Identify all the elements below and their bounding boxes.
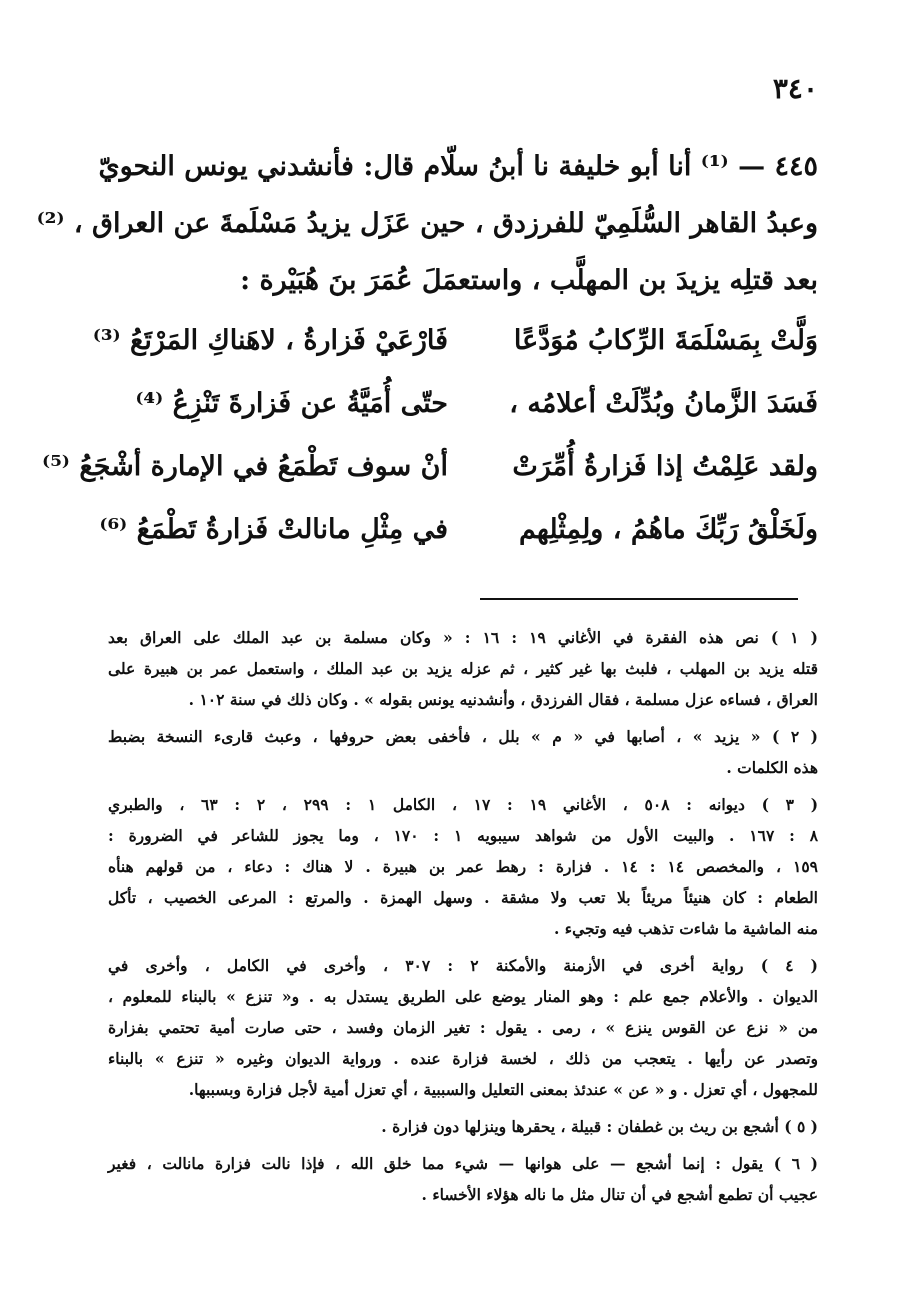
intro-line: ٤٤٥ — ⁽¹⁾ أنا أبو خليفة نا أبنُ سلّام قال: فأنشدني يونس النحويّ bbox=[98, 151, 818, 182]
footnote-2 bbox=[108, 721, 818, 783]
footnote-line: من « نزع عن القوس ينزع » ، رمى . يقول : تغير الزمان وفسد ، حتى صارت أمية تحتمي بفزارة bbox=[108, 1018, 818, 1037]
footnote-line: ( ٦ ) يقول : إنما أشجع — على هوانها — شيء مما خلق الله ، فإذا نالت فزارة مانالت ، فغير bbox=[108, 1154, 818, 1173]
intro-line: بعد قتلِه يزيدَ بن المهلَّب ، واستعمَلَ عُمَرَ بنَ هُبَيْرة : bbox=[240, 265, 818, 296]
footnote-line: ( ٢ ) « يزيد » ، أصابها في « م » بلل ، فأخفى بعض حروفها ، وعبث قارىء النسخة بضبط bbox=[108, 727, 818, 746]
footnote-divider bbox=[480, 598, 798, 600]
footnote-line: ( ٥ ) أشجع بن ريث بن غطفان : قبيلة ، يحقرها وينزلها دون فزارة . bbox=[381, 1117, 818, 1136]
footnote-4 bbox=[108, 950, 818, 1105]
poem-verses bbox=[42, 325, 818, 577]
footnote-line: قتله يزيد بن المهلب ، فلبث بها غير كثير ، ثم عزله يزيد بن عبد الملك ، واستعمل عمر بن هبيرة على bbox=[108, 659, 818, 678]
footnote-line: هذه الكلمات . bbox=[726, 758, 818, 777]
footnote-line: الطعام : كان هنيئاً مريئاً بلا تعب ولا مشقة . وسهل الهمزة . والمرتع : المرعى الخصيب ، تأكل bbox=[108, 888, 818, 907]
footnote-6 bbox=[108, 1148, 818, 1210]
verse-row bbox=[99, 514, 818, 577]
verse-first-hemistich: فَسَدَ الزَّمانُ وبُدِّلَتْ أعلامُه ، bbox=[509, 388, 818, 419]
footnote-line: العراق ، فساءه عزل مسلمة ، فقال الفرزدق ، وأنشدنيه يونس بقوله » . وكان ذلك في سنة ١٠٢ . bbox=[188, 690, 818, 709]
footnote-5 bbox=[108, 1111, 818, 1142]
verse-second-hemistich: حتّى أُمَيَّةُ عن فَزارةَ تَنْزِعُ ⁽⁴⁾ bbox=[135, 388, 448, 419]
footnote-line: ( ١ ) نص هذه الفقرة في الأغاني ١٩ : ١٦ : « وكان مسلمة بن عبد الملك على العراق بعد bbox=[108, 628, 818, 647]
verse-row bbox=[92, 325, 818, 388]
footnote-3 bbox=[108, 789, 818, 944]
footnote-line: ( ٤ ) رواية أخرى في الأزمنة والأمكنة ٢ : ٣٠٧ ، وأخرى في الكامل ، وأخرى في bbox=[108, 956, 819, 975]
footnote-line: ٨ : ١٦٧ . والبيت الأول من شواهد سيبويه ١ : ١٧٠ ، وما يجوز للشاعر في الضرورة : bbox=[108, 826, 819, 845]
footnote-1 bbox=[108, 622, 818, 715]
footnote-line: ١٥٩ ، والمخصص ١٤ : ١٤ . فزارة : رهط عمر بن هبيرة . لا هناك : دعاء ، من قولهم هنأه bbox=[108, 857, 819, 876]
footnote-line: ( ٣ ) ديوانه : ٥٠٨ ، الأغاني ١٩ : ١٧ ، الكامل ١ : ٢٩٩ ، ٢ : ٦٣ ، والطبري bbox=[108, 795, 819, 814]
intro-line: وعبدُ القاهر السُّلَمِيّ للفرزدق ، حين عَزَل يزيدُ مَسْلَمةَ عن العراق ، ⁽²⁾ bbox=[36, 208, 818, 239]
intro-paragraph bbox=[36, 138, 818, 309]
footnotes bbox=[108, 622, 818, 1216]
verse-second-hemistich: أنْ سوف تَطْمَعُ في الإمارة أشْجَعُ ⁽⁵⁾ bbox=[42, 451, 448, 482]
footnote-line: الديوان . والأعلام جمع علم : وهو المنار يوضع على الطريق يستدل به . و« تنزع » بالبناء للمعلوم ، bbox=[108, 987, 818, 1006]
verse-first-hemistich: ولقد عَلِمْتُ إذا فَزارةُ أُمِّرَتْ bbox=[512, 451, 818, 482]
verse-first-hemistich: وَلَّتْ بِمَسْلَمَةَ الرِّكابُ مُوَدَّعًا bbox=[513, 325, 818, 356]
footnote-line: عجيب أن تطمع أشجع في أن تنال مثل ما ناله هؤلاء الأخساء . bbox=[421, 1185, 818, 1204]
footnote-line: منه الماشية ما شاءت تذهب فيه وتجيء . bbox=[553, 919, 818, 938]
verse-row bbox=[42, 451, 818, 514]
verse-row bbox=[118, 388, 818, 451]
footnote-line: للمجهول ، أي تعزل . و « عن » عندئذ بمعنى التعليل والسببية ، أي تعزل أمية لأجل فزارة وبسببها. bbox=[188, 1080, 818, 1099]
footnote-line: وتصدر عن رأيها . يتعجب من ذلك ، لخسة فزارة عنده . ورواية الديوان وغيره « تنزع » بالبناء bbox=[108, 1049, 818, 1068]
page-number: ٣٤٠ bbox=[772, 72, 818, 105]
verse-second-hemistich: فَارْعَيْ فَزارةُ ، لاهَناكِ المَرْتَعُ ⁽³⁾ bbox=[92, 325, 448, 356]
verse-first-hemistich: ولَخَلْقُ رَبِّكَ ماهُمُ ، ولِمِثْلِهم bbox=[518, 514, 818, 545]
verse-second-hemistich: في مِثْلِ مانالتْ فَزارةُ تَطْمَعُ ⁽⁶⁾ bbox=[99, 514, 448, 545]
